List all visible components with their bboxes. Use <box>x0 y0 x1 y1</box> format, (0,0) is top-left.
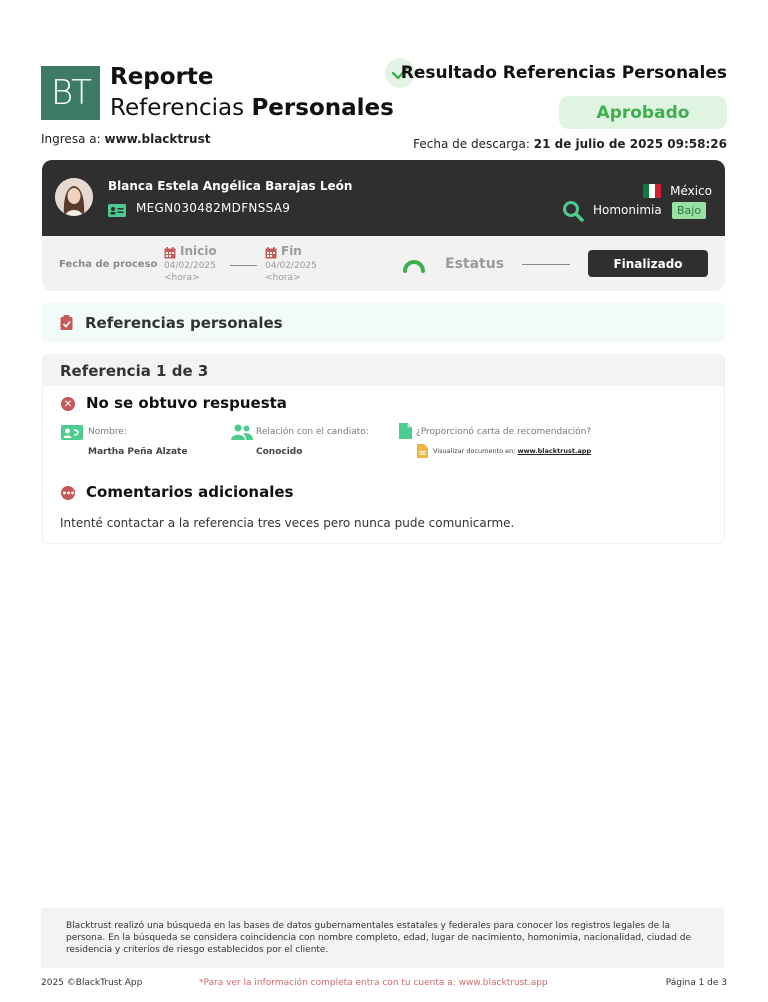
avatar <box>55 178 93 216</box>
start-date: 04/02/2025 <box>164 261 216 271</box>
clipboard-check-icon <box>60 315 73 334</box>
result-status-badge: Aprobado <box>559 96 727 129</box>
end-label: Fin <box>281 244 302 258</box>
document-link[interactable]: www.blacktrust.app <box>517 447 592 455</box>
x-circle-icon: ✕ <box>61 397 75 411</box>
reference-header <box>43 355 725 386</box>
document-link-row: Visualizar documento en: www.blacktrust.app <box>433 447 592 455</box>
section-header <box>42 303 725 342</box>
status-arc-icon <box>402 253 426 277</box>
contact-card-icon <box>61 425 83 444</box>
copyright: 2025 ©BlackTrust App <box>41 978 143 988</box>
section-title: Referencias personales <box>85 314 283 332</box>
start-label: Inicio <box>180 244 217 258</box>
process-date-label: Fecha de proceso <box>59 259 158 270</box>
end-time: <hora> <box>265 273 301 283</box>
download-date: Fecha de descarga: 21 de julio de 2025 09:58:26 <box>413 137 727 151</box>
chat-bubble-icon: ••• <box>61 486 75 500</box>
status-badge: Finalizado <box>588 250 708 277</box>
result-title: Resultado Referencias Personales <box>400 63 727 83</box>
disclaimer: Blacktrust realizó una búsqueda en las bases de datos gubernamentales estatales y federales para conocer los registros legales de la persona. En la búsqueda se considera coincidencia con nombre completo, edad, lugar de nacimiento, homonimia, nacionalidad, ciudad de residencia y criterios de riesgo establecidos por el cliente. <box>41 908 724 968</box>
start-time: <hora> <box>164 273 200 283</box>
candidate-header <box>42 160 725 236</box>
homonimia-label: Homonimia <box>593 203 662 217</box>
report-subtitle: Referencias Personales <box>110 95 394 121</box>
letter-label: ¿Proporcionó carta de recomendación? <box>416 427 592 437</box>
date-range-divider <box>230 265 257 266</box>
search-icon <box>562 200 584 226</box>
status-label: Estatus <box>445 256 505 272</box>
mexico-flag-icon <box>643 184 661 198</box>
ingresa-link[interactable]: www.blacktrust <box>104 132 211 146</box>
id-card-icon <box>108 202 126 221</box>
candidate-id: MEGN030482MDFNSSA9 <box>136 201 291 215</box>
comments-title: Comentarios adicionales <box>86 483 294 501</box>
document-icon <box>399 423 412 443</box>
end-date: 04/02/2025 <box>265 261 317 271</box>
name-value: Martha Peña Alzate <box>88 447 188 457</box>
reference-title: Referencia 1 de 3 <box>60 362 209 380</box>
footer-note: *Para ver la información completa entra con tu cuenta a: www.blacktrust.app <box>199 978 548 988</box>
relation-value: Conocido <box>256 447 303 457</box>
users-icon <box>231 424 253 444</box>
reference-card <box>42 354 725 544</box>
candidate-card <box>42 160 725 291</box>
relation-label: Relación con el candiato: <box>256 427 369 437</box>
brand-logo: BT <box>41 66 100 120</box>
homonimia-level-badge: Bajo <box>672 202 706 219</box>
file-icon <box>417 443 428 462</box>
candidate-country: México <box>670 184 712 198</box>
reference-result: No se obtuvo respuesta <box>86 394 287 412</box>
status-divider <box>522 264 570 265</box>
page-number: Página 1 de 3 <box>665 978 727 988</box>
name-label: Nombre: <box>88 427 127 437</box>
candidate-name: Blanca Estela Angélica Barajas León <box>108 179 353 193</box>
report-title: Reporte <box>110 64 214 90</box>
comments-text: Intenté contactar a la referencia tres veces pero nunca pude comunicarme. <box>60 516 515 530</box>
ingresa-line: Ingresa a: www.blacktrust <box>41 132 211 146</box>
